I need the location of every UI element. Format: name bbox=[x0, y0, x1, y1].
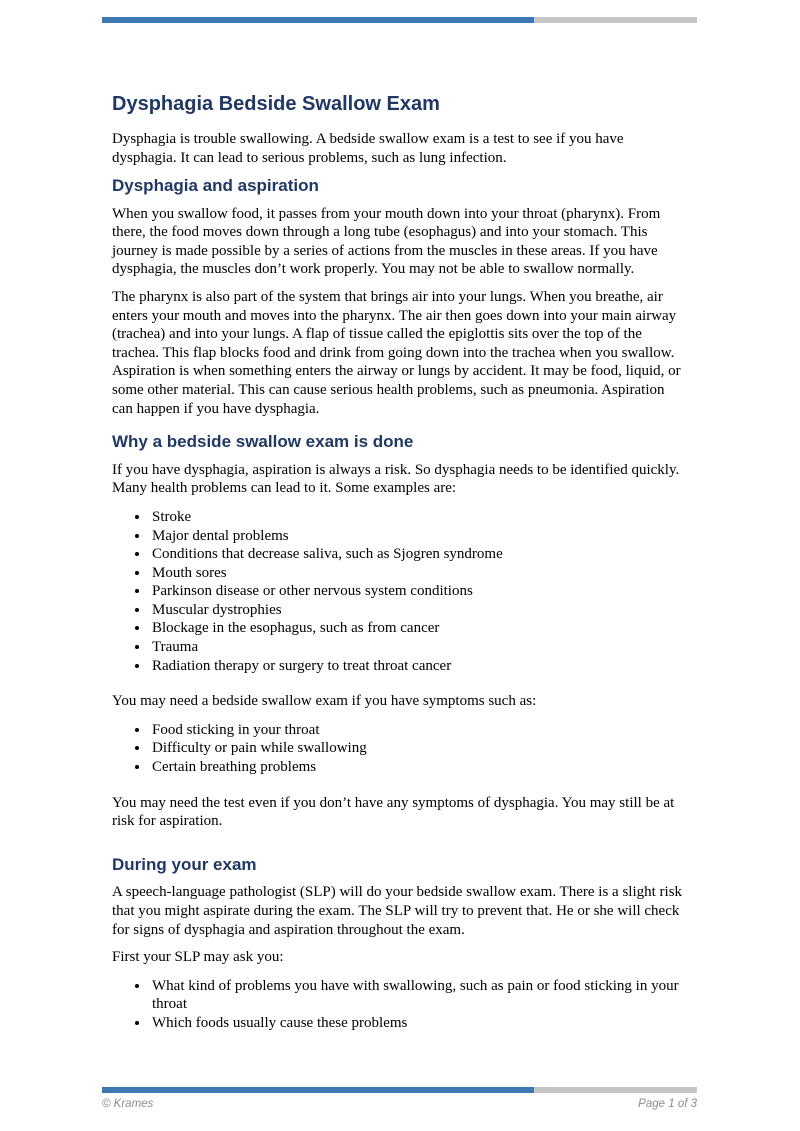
intro-paragraph: Dysphagia is trouble swallowing. A bedside swallow exam is a test to see if you have dysphagia. It can lead to serious problems, such as lung infection. bbox=[112, 131, 624, 166]
list-item: • What kind of problems you have with swallowing, such as pain or food sticking in your throat bbox=[150, 977, 689, 1014]
section-heading-dysphagia-and-aspiration: Dysphagia and aspiration bbox=[112, 176, 319, 196]
paragraph-no-symptoms-risk: You may need the test even if you don’t have any symptoms of dysphagia. You may still be at risk for aspiration. bbox=[112, 794, 675, 830]
list-item: • Parkinson disease or other nervous system conditions bbox=[150, 582, 689, 601]
list-item: • Mouth sores bbox=[150, 564, 689, 583]
list-item: • Certain breathing problems bbox=[150, 758, 689, 777]
page-number-label: Page 1 of 3 bbox=[638, 1098, 697, 1110]
header-accent-bar bbox=[102, 17, 697, 23]
list-item: • Food sticking in your throat bbox=[150, 721, 689, 740]
list-item: • Blockage in the esophagus, such as from cancer bbox=[150, 619, 689, 638]
list-item: • Conditions that decrease saliva, such as Sjogren syndrome bbox=[150, 545, 689, 564]
header-accent-bar-blue bbox=[102, 17, 534, 23]
list-item: • Radiation therapy or surgery to treat throat cancer bbox=[150, 657, 689, 676]
list-item: • Which foods usually cause these problems bbox=[150, 1014, 689, 1033]
footer-accent-bar bbox=[102, 1087, 697, 1093]
paragraph-exam-reason: If you have dysphagia, aspiration is always a risk. So dysphagia needs to be identified quickly. Many health problems can lead to it. Some examples are: bbox=[112, 461, 680, 497]
list-item: • Difficulty or pain while swallowing bbox=[150, 739, 689, 758]
symptoms-list bbox=[112, 721, 689, 777]
page-footer bbox=[102, 1098, 697, 1110]
list-item: • Stroke bbox=[150, 508, 689, 527]
causes-list bbox=[112, 508, 689, 675]
paragraph-symptoms-intro: You may need a bedside swallow exam if you have symptoms such as: bbox=[112, 693, 537, 710]
paragraph-slp-questions-intro: First your SLP may ask you: bbox=[112, 949, 284, 966]
copyright-label: © Krames bbox=[102, 1098, 154, 1110]
list-item: • Major dental problems bbox=[150, 527, 689, 546]
paragraph-swallow-process: When you swallow food, it passes from your mouth down into your throat (pharynx). From there, the food moves down through a long tube (esophagus) and into your stomach. This journey is made possible by a series of actions from the muscles in these areas. If you have dysphagia, the muscles don’t work properly. You may not be able to swallow normally. bbox=[112, 205, 661, 278]
paragraph-pharynx-aspiration: The pharynx is also part of the system that brings air into your lungs. When you breathe, air enters your mouth and moves into the pharynx. The air then goes down into your main airway (trachea) and into your lungs. A flap of tissue called the epiglottis sits over the top of the trachea. This flap blocks food and drink from going down into the trachea when you swallow. Aspiration is when something enters the airway or lungs by accident. It may be food, liquid, or some other material. This can cause serious health problems, such as pneumonia. Aspiration can happen if you have dysphagia. bbox=[112, 289, 681, 417]
list-item: • Trauma bbox=[150, 638, 689, 657]
document-content bbox=[112, 93, 689, 1049]
page-title: Dysphagia Bedside Swallow Exam bbox=[112, 93, 440, 115]
section-heading-why-exam-done: Why a bedside swallow exam is done bbox=[112, 432, 414, 452]
paragraph-slp-exam: A speech-language pathologist (SLP) will do your bedside swallow exam. There is a slight risk that you might aspirate during the exam. The SLP will try to prevent that. He or she will check for signs of dysphagia and aspiration throughout the exam. bbox=[112, 884, 683, 938]
list-item: • Muscular dystrophies bbox=[150, 601, 689, 620]
footer-accent-bar-blue bbox=[102, 1087, 534, 1093]
questions-list bbox=[112, 977, 689, 1033]
section-heading-during-your-exam: During your exam bbox=[112, 854, 257, 874]
